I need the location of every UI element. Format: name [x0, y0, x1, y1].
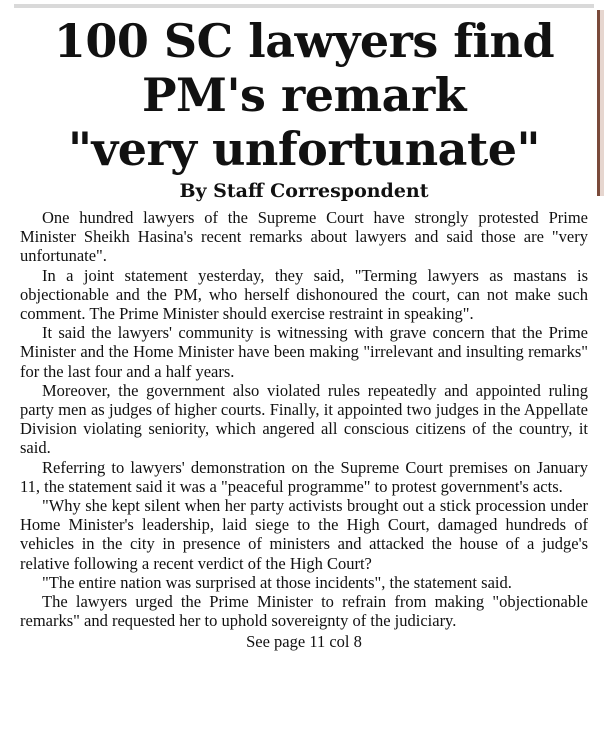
paragraph: In a joint statement yesterday, they said, "Terming lawyers as mastans is objectionable and the PM, who herself dishonoured the court, can not make such comment. The Prime Minister should exercise restraint in speaking". — [20, 265, 588, 324]
headline-line-3: "very unfortunate" — [68, 122, 540, 176]
top-rule — [14, 4, 594, 8]
paragraph: "Why she kept silent when her party activists brought out a stick procession under Home Minister's leadership, laid siege to the High Court, damaged hundreds of vehicles in the city in presence of ministers and attacked the house of a judge's relative following a recent verdict of the High Court? — [20, 496, 588, 573]
headline — [20, 14, 588, 176]
news-article — [20, 14, 588, 652]
headline-line-2: PM's remark — [141, 68, 467, 122]
paragraph: "The entire nation was surprised at those incidents", the statement said. — [42, 572, 512, 592]
headline-line-1: 100 SC lawyers find — [53, 14, 555, 68]
paragraph: The lawyers urged the Prime Minister to refrain from making "objectionable remarks" and requested her to uphold sovereignty of the judiciary. — [20, 592, 588, 631]
article-body — [20, 208, 588, 630]
paragraph: One hundred lawyers of the Supreme Court have strongly protested Prime Minister Sheikh Hasina's recent remarks about lawyers and said those are "very unfortunate". — [20, 208, 588, 266]
paragraph: It said the lawyers' community is witnessing with grave concern that the Prime Minister and the Home Minister have been making "irrelevant and insulting remarks" for the last four and a half years. — [20, 323, 588, 381]
continuation-line: See page 11 col 8 — [246, 632, 362, 652]
paragraph: Moreover, the government also violated rules repeatedly and appointed ruling party men as judges of higher courts. Finally, it appointed two judges in the Appellate Division violating seniority, which angered all conscious citizens of the country, it said. — [20, 380, 588, 458]
paragraph: Referring to lawyers' demonstration on the Supreme Court premises on January 11, the statement said it was a "peaceful programme" to protest government's acts. — [20, 457, 588, 496]
byline: By Staff Correspondent — [179, 180, 429, 202]
adjacent-column-shade — [600, 10, 604, 196]
